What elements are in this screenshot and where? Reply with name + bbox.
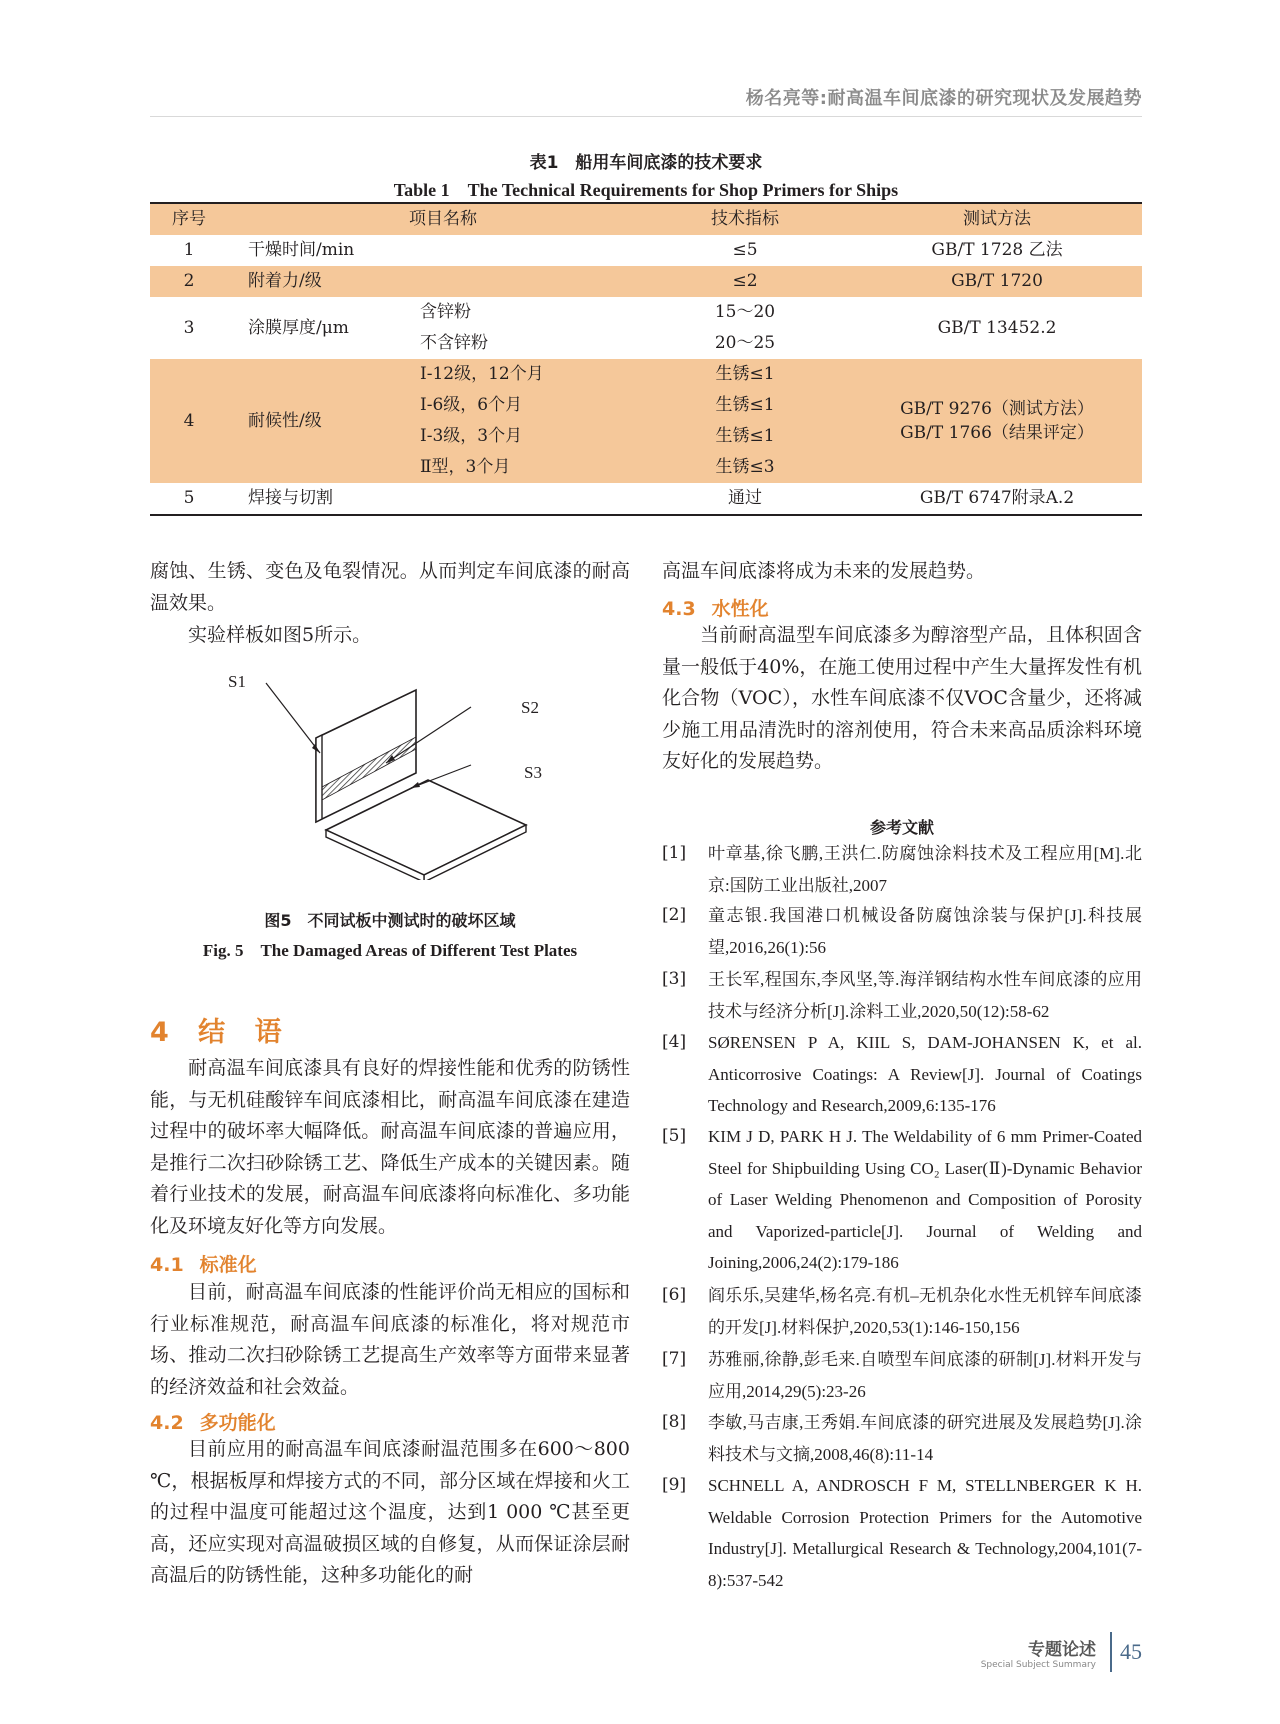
reference-item — [662, 1121, 1142, 1279]
row-sub: 含锌粉 — [420, 302, 471, 322]
row-name: 干燥时间/min — [248, 240, 355, 260]
row-spec: 生锈≤1 — [638, 359, 852, 390]
footer-column-en: Special Subject Summary — [980, 1659, 1096, 1670]
row-name: 涂膜厚度/μm — [248, 317, 349, 338]
reference-item — [662, 900, 1142, 963]
header-test: 测试方法 — [852, 203, 1142, 235]
table-row — [150, 297, 1142, 328]
row-sub: Ⅱ型，3个月 — [420, 452, 638, 483]
row-sub: 不含锌粉 — [420, 333, 488, 353]
paragraph-sample: 实验样板如图5所示。 — [188, 624, 372, 646]
row-name: 焊接与切割 — [248, 488, 333, 508]
reference-item — [662, 1344, 1142, 1407]
reference-text: 叶章基,徐飞鹏,王洪仁.防腐蚀涂料技术及工程应用[M].北京:国防工业出版社,2007 — [708, 844, 1142, 895]
section-title-conclusion: 4 结 语 — [150, 1017, 292, 1048]
row-index: 4 — [150, 359, 228, 483]
reference-text: 王长军,程国东,李风坚,等.海洋钢结构水性车间底漆的应用技术与经济分析[J].涂料工业,2020,50(12):58-62 — [708, 970, 1142, 1021]
paragraph-4-2: 目前应用的耐高温车间底漆耐温范围多在600～800 ℃，根据板厚和焊接方式的不同，部分区域在焊接和火工的过程中温度可能超过这个温度，达到1 000 ℃甚至更高，还应实现对高温破损区域的自修复，从而保证涂层耐高温后的防锈性能，这种多功能化的耐 — [150, 1438, 630, 1586]
reference-text: 童志银.我国港口机械设备防腐蚀涂装与保护[J].科技展望,2016,26(1):56 — [708, 906, 1142, 957]
leader-s3-arrow — [411, 782, 420, 788]
row-spec: 生锈≤3 — [638, 452, 852, 483]
leader-s1 — [266, 683, 320, 753]
reference-item — [662, 1280, 1142, 1343]
references-title: 参考文献 — [869, 818, 934, 837]
header-index: 序号 — [150, 203, 228, 235]
row-spec: ≤2 — [638, 266, 852, 297]
paragraph-4-3: 当前耐高温型车间底漆多为醇溶型产品，且体积固含量一般低于40%，在施工使用过程中产生大量挥发性有机化合物（VOC），水性车间底漆不仅VOC含量少，还将减少施工用品清洗时的溶剂使用，符合未来高品质涂料环境友好化的发展趋势。 — [662, 624, 1142, 772]
row-test-line: GB/T 9276（测试方法） — [900, 399, 1094, 419]
paragraph-continued-right: 高温车间底漆将成为未来的发展趋势。 — [662, 560, 986, 582]
row-spec: ≤5 — [732, 240, 758, 260]
row-index: 5 — [183, 488, 195, 508]
reference-number: [4] — [662, 1032, 687, 1052]
reference-text: SØRENSEN P A, KIIL S, DAM-JOHANSEN K, et al. Anticorrosive Coatings: A Review[J]. Journal of Coatings Technology and Research,2009,6:135-176 — [708, 1033, 1142, 1115]
subsection-number: 4.2 — [150, 1412, 184, 1434]
reference-text: 阎乐乐,吴建华,杨名亮.有机–无机杂化水性无机锌车间底漆的开发[J].材料保护,2020,53(1):146-150,156 — [708, 1286, 1142, 1337]
row-name: 附着力/级 — [228, 266, 638, 297]
table-row — [150, 359, 1142, 390]
row-spec: 20～25 — [714, 333, 776, 353]
header-spec: 技术指标 — [638, 203, 852, 235]
running-title: 杨名亮等:耐高温车间底漆的研究现状及发展趋势 — [745, 88, 1142, 109]
requirements-table — [150, 202, 1142, 516]
subsection-title: 水性化 — [711, 598, 769, 620]
table-row — [150, 235, 1142, 266]
header-item: 项目名称 — [228, 203, 638, 235]
row-sub: Ⅰ-3级，3个月 — [420, 421, 638, 452]
reference-number: [6] — [662, 1285, 687, 1305]
page-number: 45 — [1120, 1639, 1142, 1664]
footer-column-zh: 专题论述 — [1028, 1639, 1096, 1660]
table-caption-en: Table 1 The Technical Requirements for Shop Primers for Ships — [393, 180, 899, 200]
row-index: 1 — [183, 240, 195, 260]
row-test-line: GB/T 1766（结果评定） — [900, 423, 1094, 443]
reference-number: [8] — [662, 1412, 687, 1432]
row-test: GB/T 1720 — [852, 266, 1142, 297]
reference-item — [662, 838, 1142, 901]
table-row — [150, 266, 1142, 297]
table-row — [150, 483, 1142, 515]
row-sub: Ⅰ-12级，12个月 — [420, 359, 638, 390]
figure-caption-zh: 图5 不同试板中测试时的破坏区域 — [264, 911, 516, 930]
reference-item — [662, 1407, 1142, 1470]
subsection-number: 4.1 — [150, 1254, 184, 1276]
subsection-heading-4-3 — [662, 594, 769, 621]
row-test: GB/T 1728 乙法 — [931, 240, 1063, 260]
reference-number: [1] — [662, 843, 687, 863]
reference-text: 苏雅丽,徐静,彭毛来.自喷型车间底漆的研制[J].材料开发与应用,2014,29(5):23-26 — [708, 1350, 1142, 1401]
paragraph-4-1: 目前，耐高温车间底漆的性能评价尚无相应的国标和行业标准规范，耐高温车间底漆的标准化，将对规范市场、推动二次扫砂除锈工艺提高生产效率等方面带来显著的经济效益和社会效益。 — [150, 1281, 630, 1398]
row-test — [852, 359, 1142, 483]
paragraph-conclusion: 耐高温车间底漆具有良好的焊接性能和优秀的防锈性能，与无机硅酸锌车间底漆相比，耐高温车间底漆在建造过程中的破坏率大幅降低。耐高温车间底漆的普遍应用，是推行二次扫砂除锈工艺、降低生产成本的关键因素。随着行业技术的发展，耐高温车间底漆将向标准化、多功能化及环境友好化等方向发展。 — [150, 1057, 630, 1237]
reference-number: [7] — [662, 1349, 687, 1369]
subsection-heading-4-2 — [150, 1408, 276, 1435]
footer-divider — [1110, 1632, 1112, 1672]
label-s1: S1 — [228, 672, 246, 691]
subsection-heading-4-1 — [150, 1250, 257, 1277]
footer-brand — [981, 1635, 1096, 1670]
reference-text: KIM J D, PARK H J. The Weldability of 6 mm Primer-Coated Steel for Shipbuilding Using CO₂ Laser(Ⅱ)-Dynamic Behavior of Laser Welding Phenomenon and Composition of Porosity and Vaporized-particle[J]. Journal of Welding and Joining,2006,24(2):179-186 — [708, 1127, 1142, 1272]
leader-s3 — [411, 765, 471, 788]
row-sub: Ⅰ-6级，6个月 — [420, 390, 638, 421]
subsection-title: 标准化 — [199, 1254, 257, 1276]
row-test: GB/T 13452.2 — [937, 317, 1057, 338]
row-spec: 通过 — [728, 488, 762, 508]
reference-number: [2] — [662, 905, 687, 925]
reference-text: 李敏,马吉康,王秀娟.车间底漆的研究进展及发展趋势[J].涂料技术与文摘,2008,46(8):11-14 — [708, 1413, 1142, 1464]
row-spec: 生锈≤1 — [638, 421, 852, 452]
reference-item — [662, 1470, 1142, 1596]
row-test: GB/T 6747附录A.2 — [919, 488, 1075, 508]
header-rule — [150, 116, 1142, 117]
row-spec: 生锈≤1 — [638, 390, 852, 421]
table-caption-zh: 表1 船用车间底漆的技术要求 — [529, 153, 763, 173]
test-plate-figure — [226, 665, 566, 880]
reference-item — [662, 1027, 1142, 1122]
row-index: 3 — [183, 317, 195, 338]
label-s2: S2 — [521, 698, 539, 717]
reference-number: [5] — [662, 1126, 687, 1146]
row-index: 2 — [150, 266, 228, 297]
row-name: 耐候性/级 — [228, 359, 420, 483]
figure-caption-en: Fig. 5 The Damaged Areas of Different Test Plates — [202, 941, 578, 960]
reference-item — [662, 964, 1142, 1027]
table-header-row — [150, 203, 1142, 235]
subsection-title: 多功能化 — [199, 1412, 276, 1434]
paragraph-continued: 腐蚀、生锈、变色及龟裂情况。从而判定车间底漆的耐高温效果。 — [150, 560, 630, 614]
reference-number: [3] — [662, 969, 687, 989]
reference-number: [9] — [662, 1475, 687, 1495]
page-footer — [981, 1632, 1142, 1672]
subsection-number: 4.3 — [662, 598, 696, 620]
reference-text: SCHNELL A, ANDROSCH F M, STELLNBERGER K H. Weldable Corrosion Protection Primers for the Automotive Industry[J]. Metallurgical Research & Technology,2004,101(7-8):537-542 — [708, 1476, 1142, 1590]
label-s3: S3 — [524, 763, 542, 782]
row-spec: 15～20 — [714, 302, 776, 322]
